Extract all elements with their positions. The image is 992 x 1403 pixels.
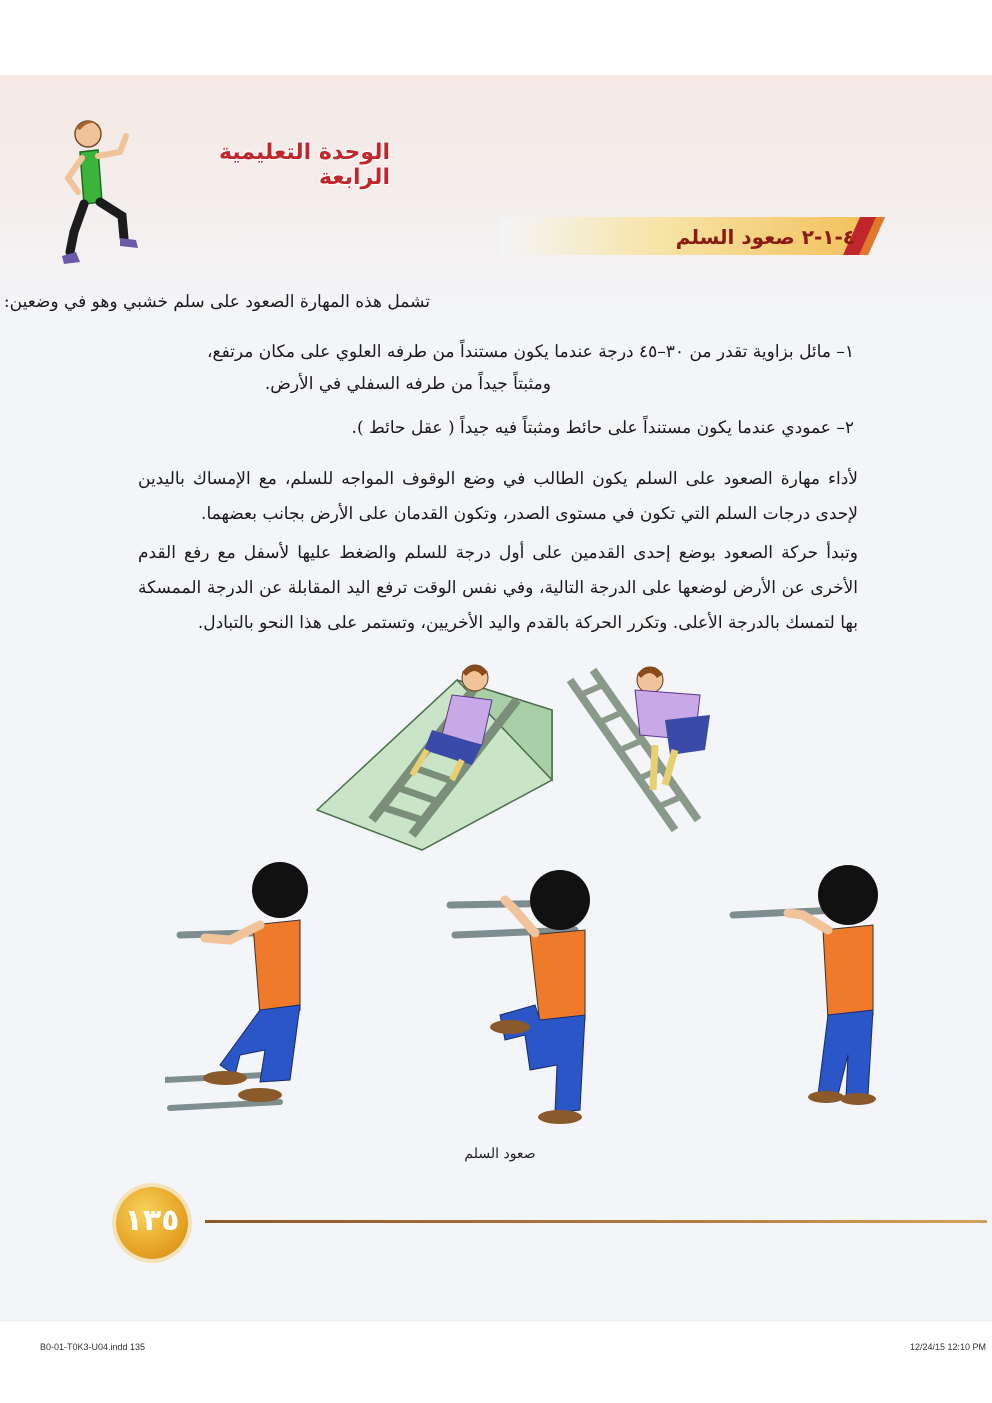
intro-text: تشمل هذه المهارة الصعود على سلم خشبي وهو في وضعين:: [3, 292, 430, 312]
climbing-boy-illustration-2: [445, 855, 605, 1130]
print-timestamp: 12/24/15 12:10 PM: [909, 1342, 986, 1352]
climbing-boy-illustration-3: [728, 865, 888, 1105]
unit-title: الوحدة التعليمية الرابعة: [218, 140, 390, 190]
list-item-1-line-1: ١– مائل بزاوية تقدر من ٣٠–٤٥ درجة عندما يكون مستنداً من طرفه العلوي على مكان مرتفع،: [207, 342, 854, 362]
list-item-1-line-2: ومثبتاً جيداً من طرفه السفلي في الأرض.: [264, 374, 551, 394]
paragraph-1: لأداء مهارة الصعود على السلم يكون الطالب في وضع الوقوف المواجه للسلم، مع الإمساك باليدين لإحدى درجات السلم التي تكون في مستوى الصدر، وتكون القدمان على الأرض بجانب بعضهما.: [138, 469, 858, 524]
page-number: ١٣٥: [124, 1203, 180, 1238]
paragraph-2: وتبدأ حركة الصعود بوضع إحدى القدمين على أول درجة للسلم والضغط عليها لأسفل مع رفع القدم الأخرى عن الأرض لوضعها على الدرجة التالية، وفي نفس الوقت ترفع اليد المقابلة عن الدرجة الممسكة بها لتمسك بالدرجة الأعلى. وتكرر الحركة بالقدم واليد الأخريين، وتستمر على هذا النحو بالتبادل.: [138, 543, 858, 633]
climbing-boy-illustration-1: [165, 850, 310, 1115]
list-item-2: ٢– عمودي عندما يكون مستنداً على حائط ومثبتاً فيه جيداً ( عقل حائط ).: [351, 418, 854, 438]
section-title: ٤-١-٢ صعود السلم: [675, 225, 855, 249]
figure-caption: صعود السلم: [464, 1146, 536, 1162]
inclined-ladder-illustration: [312, 650, 562, 860]
page-footer-rule: [205, 1220, 987, 1223]
runner-illustration: [40, 112, 150, 272]
page-number-badge: [116, 1187, 188, 1259]
print-file-info: B0-01-T0K3-U04.indd 135: [40, 1342, 146, 1352]
vertical-ladder-illustration: [565, 660, 720, 835]
